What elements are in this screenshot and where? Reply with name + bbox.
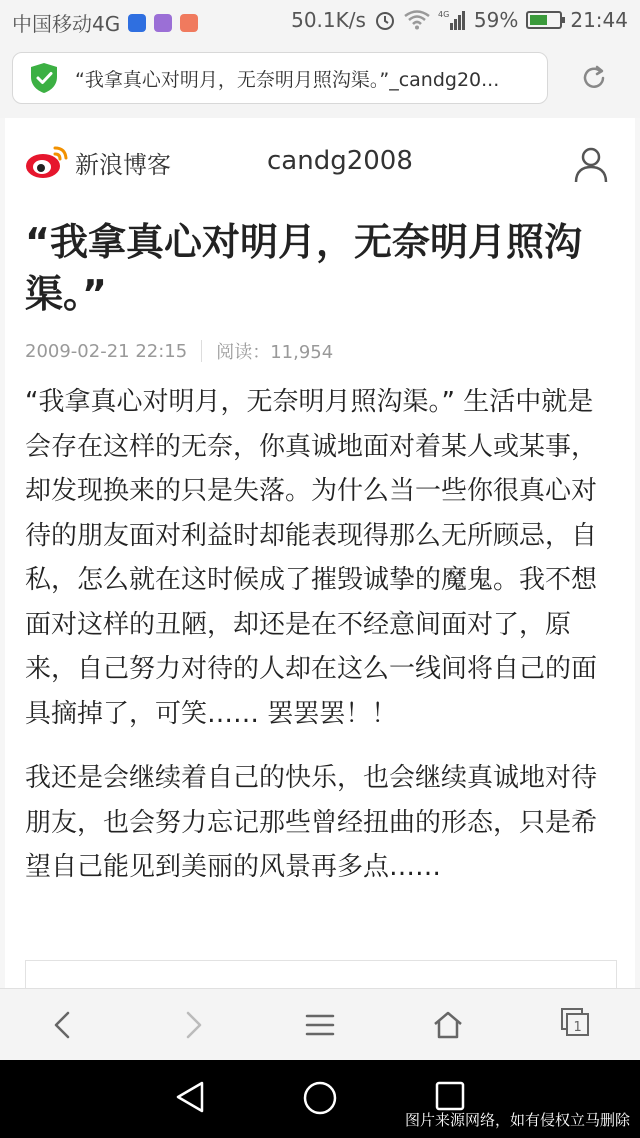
baidu-icon	[128, 14, 146, 32]
status-bar	[0, 0, 640, 40]
music-icon	[180, 14, 198, 32]
android-nav-bar	[0, 1060, 640, 1138]
battery-percent: 59%	[473, 8, 519, 32]
network-speed: 50.1K/s	[291, 8, 366, 32]
menu-icon[interactable]	[304, 1009, 336, 1041]
meta-divider	[201, 340, 202, 362]
signal-icon	[438, 9, 466, 31]
read-count: 阅读：11,954	[216, 342, 334, 363]
clock: 21:44	[570, 8, 628, 32]
url-text: “我拿真心对明月，无奈明月照沟渠。”_candg20...	[75, 68, 500, 91]
article-meta	[25, 338, 333, 364]
blog-header	[5, 118, 635, 210]
article-container	[5, 118, 635, 988]
secure-shield-icon	[27, 61, 61, 95]
carrier-label: 中国移动4G	[12, 12, 121, 36]
watermark-text: 图片来源网络，如有侵权立马删除	[404, 1111, 630, 1129]
tabs-icon	[560, 1007, 590, 1037]
gallery-icon	[154, 14, 172, 32]
nav-recents-icon[interactable]	[434, 1080, 466, 1112]
browser-toolbar	[0, 988, 640, 1061]
forward-arrow-icon[interactable]	[176, 1009, 208, 1041]
article-title: “我拿真心对明月，无奈明月照沟渠。”	[25, 220, 582, 316]
next-content-card	[25, 960, 617, 988]
alarm-icon	[374, 9, 396, 31]
tabs-button[interactable]	[560, 1007, 590, 1037]
paragraph: 我还是会继续着自己的快乐，也会继续真诚地对待朋友，也会努力忘记那些曾经扭曲的形态，只是希望自己能见到美丽的风景再多点……	[25, 763, 598, 882]
nav-back-icon[interactable]	[174, 1080, 206, 1114]
home-icon[interactable]	[432, 1009, 464, 1041]
network-badge: 4G	[437, 10, 450, 19]
user-icon[interactable]	[571, 144, 611, 184]
post-date: 2009-02-21 22:15	[25, 340, 188, 362]
tab-count: 1	[573, 1020, 582, 1035]
battery-icon	[526, 11, 562, 29]
article-body	[25, 380, 615, 910]
blog-owner-name[interactable]: candg2008	[267, 146, 413, 176]
wifi-icon	[404, 10, 430, 30]
back-arrow-icon[interactable]	[48, 1009, 80, 1041]
sina-weibo-eye-icon	[25, 144, 69, 180]
sina-blog-logo[interactable]	[25, 144, 171, 180]
web-page	[0, 118, 640, 988]
url-field[interactable]	[12, 52, 548, 104]
paragraph: “我拿真心对明月，无奈明月照沟渠。” 生活中就是会存在这样的无奈，你真诚地面对着某人或某事，却发现换来的只是失落。为什么当一些你很真心对待的朋友面对利益时却能表现得那么无所顾忌，自私，怎么就在这时候成了摧毁诚挚的魔鬼。我不想面对这样的丑陋，却还是在不经意间面对了，原来，自己努力对待的人却在这么一线间将自己的面具摘掉了，可笑…… 罢罢罢！！	[25, 387, 598, 729]
nav-home-icon[interactable]	[302, 1080, 338, 1116]
battery-fill	[530, 15, 547, 25]
brand-name: 新浪博客	[75, 150, 171, 179]
reload-icon[interactable]	[578, 62, 610, 94]
browser-address-bar	[0, 40, 640, 119]
